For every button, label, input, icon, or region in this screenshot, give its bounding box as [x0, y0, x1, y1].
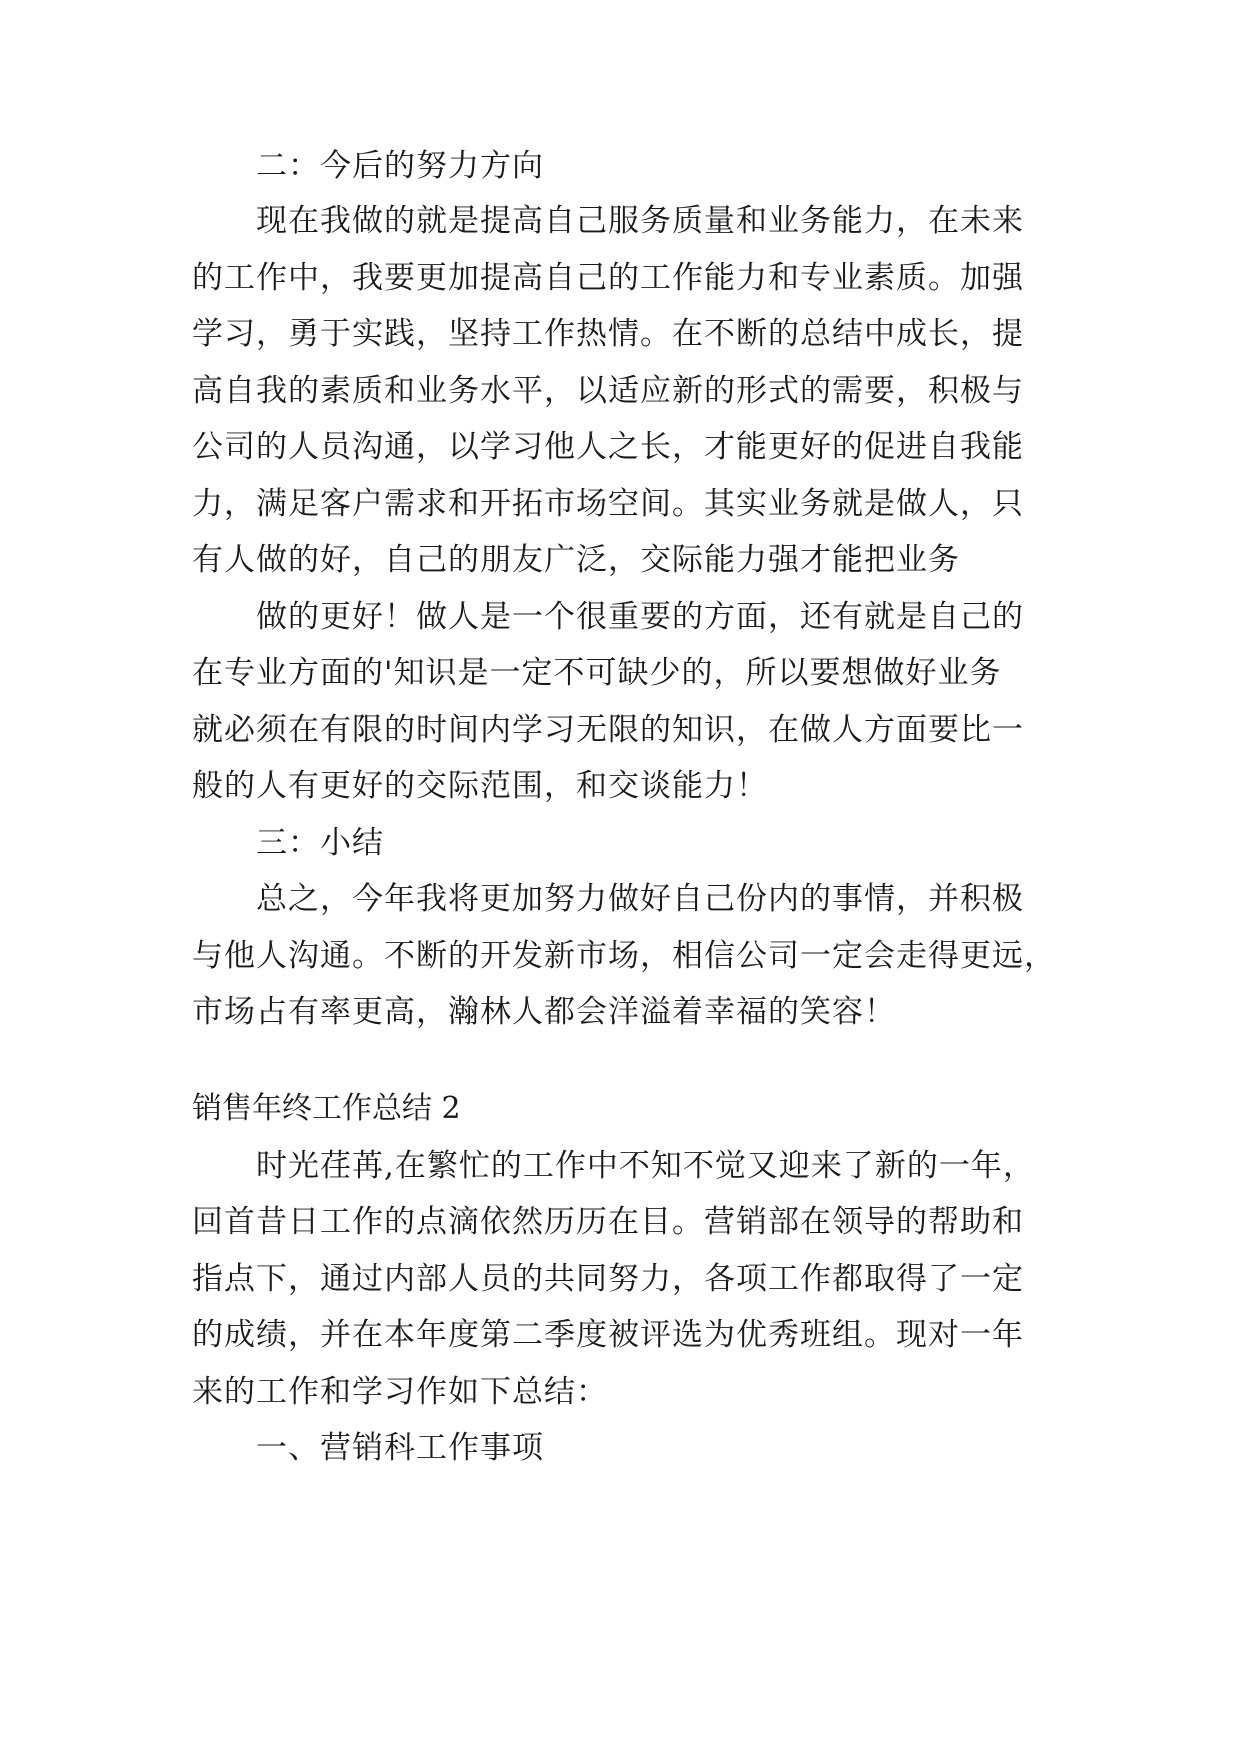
paragraph-line: 学习，勇于实践，坚持工作热情。在不断的总结中成长，提: [192, 316, 1024, 352]
paragraph-line: 与他人沟通。不断的开发新市场，相信公司一定会走得更远，: [192, 938, 1056, 974]
paragraph-line: 现在我做的就是提高自己服务质量和业务能力，在未来: [256, 203, 1024, 239]
paragraph-line: 的成绩，并在本年度第二季度被评选为优秀班组。现对一年: [192, 1317, 1024, 1353]
section-heading-marketing-items: 一、营销科工作事项: [256, 1430, 544, 1466]
paragraph-line: 时光荏苒,在繁忙的工作中不知不觉又迎来了新的一年，: [256, 1148, 1035, 1184]
paragraph-line: 的工作中，我要更加提高自己的工作能力和专业素质。加强: [192, 260, 1024, 296]
paragraph-line: 总之，今年我将更加努力做好自己份内的事情，并积极: [256, 881, 1024, 917]
paragraph-line: 指点下，通过内部人员的共同努力，各项工作都取得了一定: [192, 1261, 1024, 1297]
paragraph-line: 就必须在有限的时间内学习无限的知识，在做人方面要比一: [192, 712, 1024, 748]
paragraph-line: 般的人有更好的交际范围，和交谈能力！: [192, 768, 768, 804]
paragraph-line: 在专业方面的'知识是一定不可缺少的，所以要想做好业务: [192, 655, 1002, 691]
section-heading-summary: 三：小结: [256, 825, 384, 861]
section-heading-future-direction: 二：今后的努力方向: [256, 148, 544, 184]
paragraph-line: 做的更好！做人是一个很重要的方面，还有就是自己的: [256, 599, 1024, 635]
paragraph-line: 公司的人员沟通，以学习他人之长，才能更好的促进自我能: [192, 429, 1024, 465]
paragraph-line: 高自我的素质和业务水平，以适应新的形式的需要，积极与: [192, 373, 1024, 409]
paragraph-line: 有人做的好，自己的朋友广泛，交际能力强才能把业务: [192, 542, 960, 578]
paragraph-line: 回首昔日工作的点滴依然历历在目。营销部在领导的帮助和: [192, 1204, 1024, 1240]
paragraph-line: 力，满足客户需求和开拓市场空间。其实业务就是做人，只: [192, 486, 1024, 522]
paragraph-line: 来的工作和学习作如下总结：: [192, 1374, 608, 1410]
paragraph-line: 市场占有率更高，瀚林人都会洋溢着幸福的笑容！: [192, 994, 896, 1030]
document-title: 销售年终工作总结 2: [192, 1091, 461, 1126]
